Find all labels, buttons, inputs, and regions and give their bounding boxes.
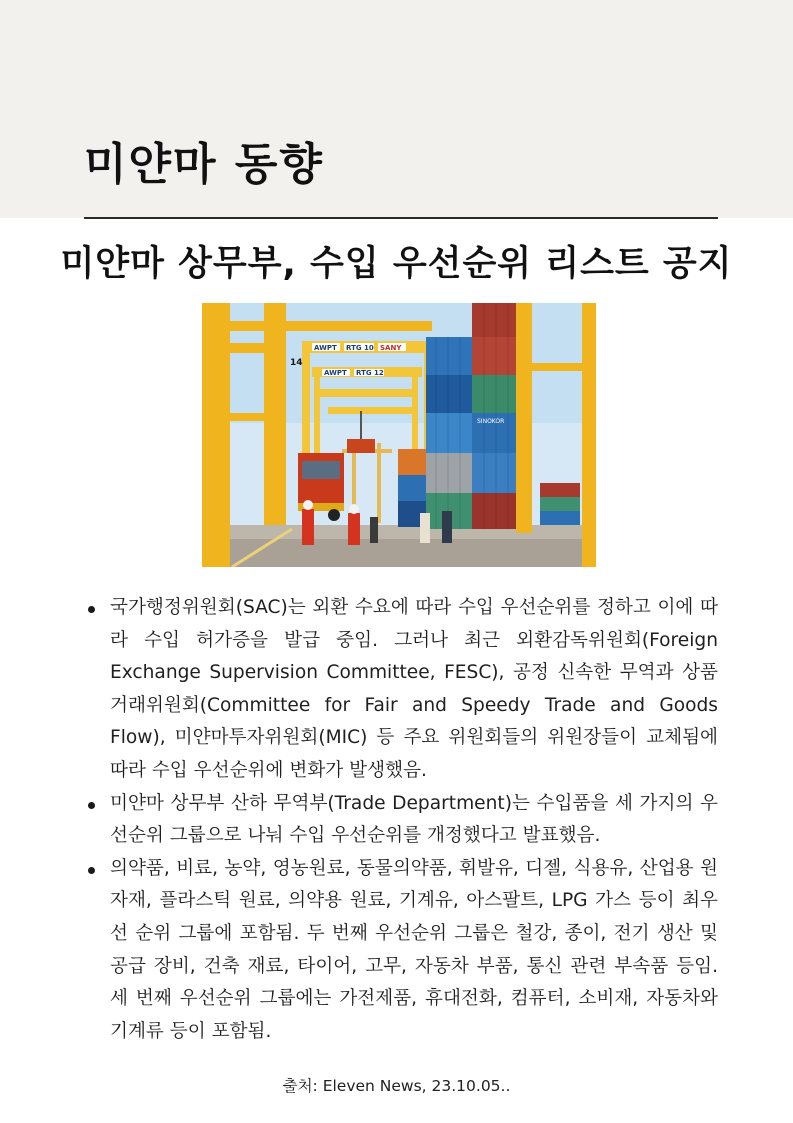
bullet-text: 의약품, 비료, 농약, 영농원료, 동물의약품, 휘발유, 디젤, 식용유, 산업용 원자재, 플라스틱 원료, 의약용 원료, 기계유, 아스팔트, LPG 가스 등이 최우선 순위 그룹에 포함됨. 두 번째 우선순위 그룹은 철강, 종이, 전기 생산 및 공급 장비, 건축 재료, 타이어, 고무, 자동차 부품, 통신 관련 부속품 등임. 세 번째 우선순위 그룹에는 가전제품, 휴대전화, 컴퓨터, 소비재, 자동차와 기계류 등이 포함됨. [110, 857, 718, 1042]
port-photo [202, 303, 596, 567]
svg-text:SINOKOR: SINOKOR [477, 418, 505, 425]
source-citation: 출처: Eleven News, 23.10.05.. [282, 1077, 511, 1095]
svg-text:AWPT: AWPT [324, 369, 347, 377]
bullet-item [88, 853, 718, 1049]
bullet-dot [88, 802, 95, 809]
svg-text:RTG 10: RTG 10 [346, 344, 374, 352]
svg-text:RTG 12: RTG 12 [356, 369, 384, 377]
article-title: 미얀마 상무부, 수입 우선순위 리스트 공지 [60, 244, 733, 284]
svg-text:14: 14 [290, 358, 303, 368]
divider [84, 217, 718, 219]
crane-label-awpt: AWPT [314, 344, 337, 352]
svg-text:SANY: SANY [380, 344, 402, 352]
bullet-text: 미얀마 상무부 산하 무역부(Trade Department)는 수입품을 세 가지의 우선순위 그룹으로 나눠 수입 우선순위를 개정했다고 발표했음. [110, 792, 718, 847]
bullet-list [88, 592, 718, 1048]
bullet-item [88, 788, 718, 853]
bullet-text: 국가행정위원회(SAC)는 외환 수요에 따라 수입 우선순위를 정하고 이에 따라 수입 허가증을 발급 중임. 그러나 최근 외환감독위원회(Foreign Exchange Supervision Committee, FESC), 공정 신속한 무역과 상품 거래위원회(Committee for Fair and Speedy Trade and Goods Flow), 미얀마투자위원회(MIC) 등 주요 위원회들의 위원장들이 교체됨에 따라 수입 우선순위에 변화가 발생했음. [110, 597, 718, 781]
section-title: 미얀마 동향 [84, 139, 324, 190]
bullet-dot [88, 867, 95, 874]
bullet-dot [88, 606, 95, 613]
bullet-item [88, 592, 718, 788]
